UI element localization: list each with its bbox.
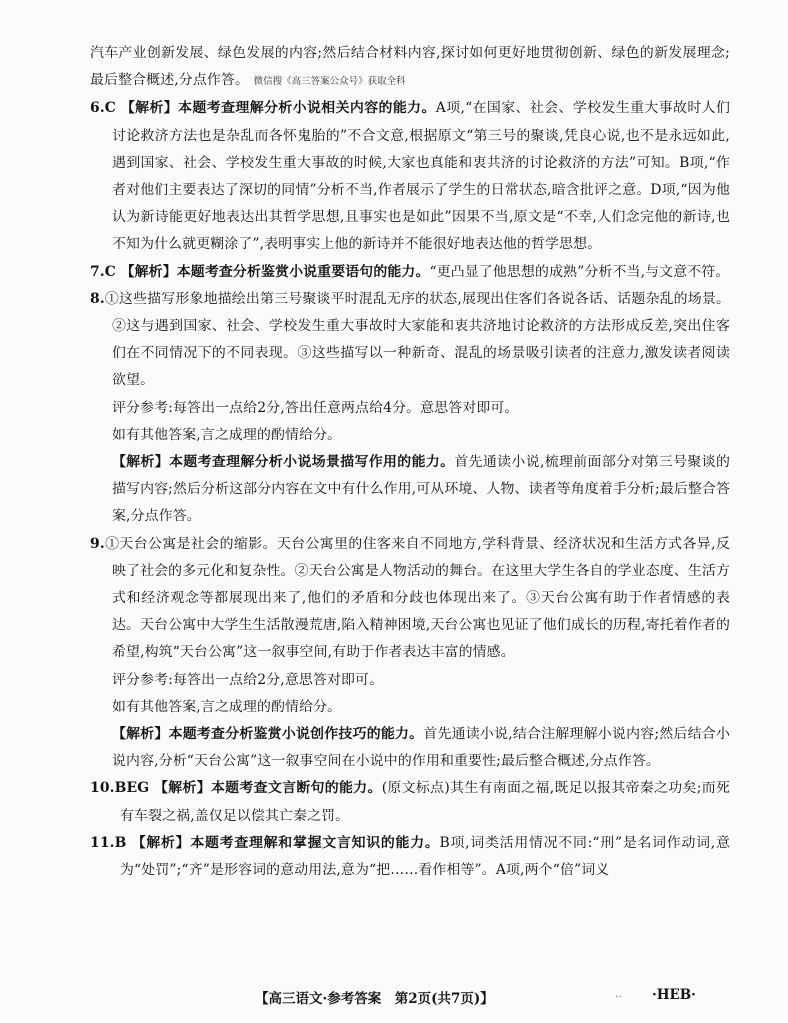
question-6 (90, 95, 730, 258)
q6-number: 6.C (90, 100, 117, 117)
q8-score-note: 评分参考:每答出一点给2分,答出任意两点给4分。意思答对即可。 (112, 399, 519, 416)
q6-lead: 本题考查理解分析小说相关内容的能力。 (178, 100, 436, 117)
footer-dots: .. (615, 987, 622, 1000)
q8-analysis-tag: 【解析】 (112, 454, 170, 471)
intro-text: 汽车产业创新发展、绿色发展的内容;然后结合材料内容,探讨如何更好地贯彻创新、绿色的新发展理念;最后整合概述,分点作答。 (90, 45, 730, 89)
q7-number: 7.C (90, 263, 117, 280)
q6-body: A项,“在国家、社会、学校发生重大事故时人们讨论救济方法也是杂乱而各怀鬼胎的”不合文意,根据原文“第三号的聚谈,凭良心说,也不是永远如此,遇到国家、社会、学校发生重大事故的时候,大家也真能和衷共济的讨论救济的方法”可知。B项,“作者对他们主要表达了深切的同情”分析不当,作者展示了学生的日常状态,暗含批评之意。D项,“因为他认为新诗能更好地表达出其哲学思想,且事实也是如此”因果不当,原文是“不幸,人们念完他的新诗,也不知为什么就更糊涂了”,表明事实上他的新诗并不能很好地表达他的哲学思想。 (112, 100, 730, 253)
q6-analysis-tag: 【解析】 (120, 100, 179, 117)
q8-lead: 本题考查理解分析小说场景描写作用的能力。 (169, 454, 455, 471)
q9-score-note: 评分参考:每答出一点给2分,意思答对即可。 (112, 671, 384, 688)
q8-analysis-text: 首先通读小说,梳理前面部分对第三号聚谈的描写内容;然后分析这部分内容在文中有什么作用,可从环境、人物、读者等角度着手分析;最后整合答案,分点作答。 (112, 454, 730, 525)
q10-analysis-tag: 【解析】 (154, 780, 211, 797)
q9-other-note: 如有其他答案,言之成理的酌情给分。 (112, 698, 342, 715)
footer-code: ·HEB· (652, 987, 696, 1003)
q10-number: 10.BEG (90, 780, 150, 797)
q9-lead: 本题考查分析鉴赏小说创作技巧的能力。 (168, 726, 424, 743)
question-8 (90, 286, 730, 395)
intro-note: 微信搜《高三答案公众号》获取全科 (253, 76, 406, 88)
q8-other-note: 如有其他答案,言之成理的酌情给分。 (112, 426, 342, 443)
q10-body: (原文标点)其生有南面之福,既足以报其帝秦之功矣;而死有车裂之祸,盖仅足以偿其亡秦之罚。 (120, 780, 730, 824)
q7-analysis-tag: 【解析】 (120, 263, 177, 280)
intro-paragraph (90, 40, 730, 95)
question-10 (90, 775, 730, 829)
q7-body: “更凸显了他思想的成熟”分析不当,与文意不符。 (429, 263, 730, 280)
footer-page-label: 【高三语文·参考答案 第2页(共7页)】 (255, 991, 494, 1007)
q9-analysis-text: 首先通读小说,结合注解理解小说内容;然后结合小说内容,分析“天台公寓”这一叙事空间在小说中的作用和重要性;最后整合概述,分点作答。 (112, 726, 730, 770)
q9-body: ①天台公寓是社会的缩影。天台公寓里的住客来自不同地方,学科背景、经济状况和生活方式各异,反映了社会的多元化和复杂性。②天台公寓是人物活动的舞台。在这里大学生各自的学业态度、生活方式和经济观念等都展现出来了,他们的矛盾和分歧也体现出来了。③天台公寓有助于作者情感的表达。天台公寓中大学生生活散漫荒唐,陷入精神困境,天台公寓也见证了他们成长的历程,寄托着作者的希望,构筑“天台公寓”这一叙事空间,有助于作者表达丰富的情感。 (104, 535, 730, 661)
q8-analysis (90, 449, 730, 531)
q10-lead: 本题考查文言断句的能力。 (210, 780, 382, 797)
q11-body: B项,词类活用情况不同:“刑”是名词作动词,意为“处罚”;“齐”是形容词的意动用法,意为“把……看作相等”。A项,两个“倍”词义 (120, 834, 730, 879)
page-content (90, 40, 730, 884)
question-11 (90, 830, 730, 884)
q8-number: 8. (90, 290, 105, 307)
q11-lead: 本题考查理解和掌握文言知识的能力。 (190, 834, 440, 851)
q11-analysis-tag: 【解析】 (131, 834, 191, 851)
q9-analysis (90, 721, 730, 775)
q11-number: 11.B (90, 834, 127, 851)
question-9 (90, 531, 730, 667)
q8-body: ①这些描写形象地描绘出第三号聚谈平时混乱无序的状态,展现出住客们各说各话、话题杂乱的场景。②这与遇到国家、社会、学校发生重大事故时大家能和衷共济地讨论救济的方法形成反差,突出住客们在不同情况下的不同表现。③这些描写以一种新奇、混乱的场景吸引读者的注意力,激发读者阅读欲望。 (104, 290, 730, 389)
question-7 (90, 259, 730, 286)
q9-number: 9. (90, 535, 105, 552)
q9-analysis-tag: 【解析】 (112, 726, 169, 743)
q7-lead: 本题考查分析鉴赏小说重要语句的能力。 (176, 263, 430, 280)
